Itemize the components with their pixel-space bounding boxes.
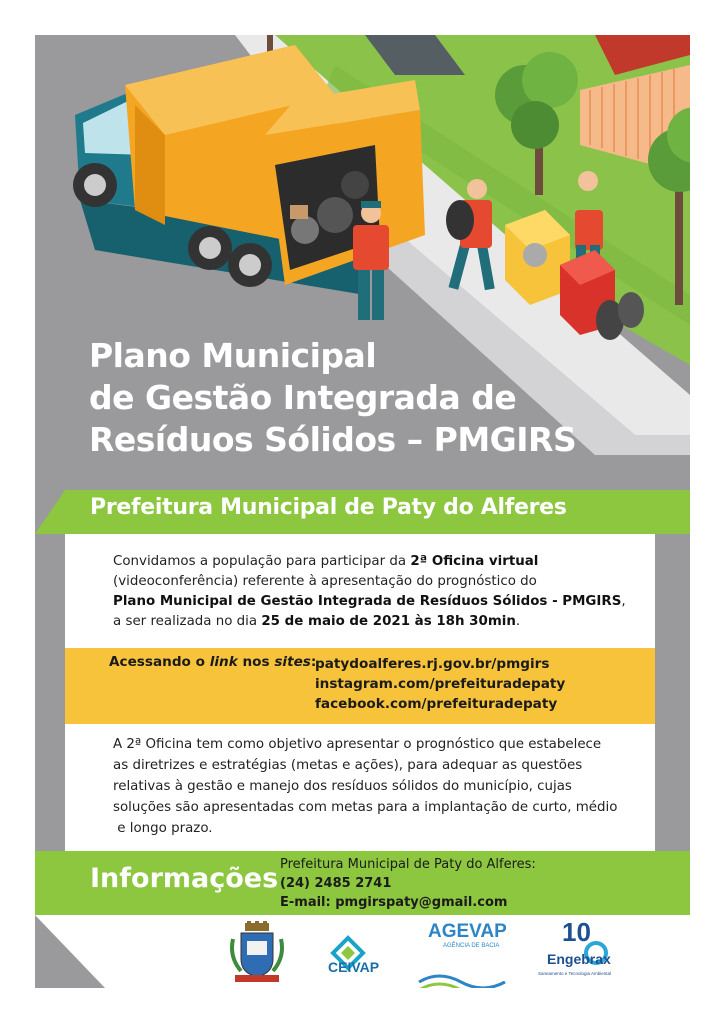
invitation-card [65,534,655,889]
links-label: Acessando o link nos sites: [109,654,317,670]
poster-title [89,335,669,461]
engebrax-anos-badge: 10 [562,917,591,947]
objective-text: A 2ª Oficina tem como objetivo apresentar o prognóstico que estabelece as diretrizes e estratégias (metas e ações), para adequar as questões relativas à gestão e manejo dos resíduos sólidos do município, cujas soluções são apresentadas com metas para a implantação de curto, médio e longo prazo. [113,737,618,836]
ceivap-logo-mark [323,921,373,985]
info-phone[interactable]: (24) 2485 2741 [280,876,392,891]
engebrax-logo-text: Engebrax [547,951,611,967]
plan-name: Plano Municipal de Gestão Integrada de Resíduos Sólidos - PMGIRS [113,594,622,609]
invitation-text: Convidamos a população para participar da 2ª Oficina virtual (videoconferência) referente à apresentação do prognóstico do Plano Municipal de Gestão Integrada de Resíduos Sólidos - PMGIRS, a ser realizada no dia 25 de maio de 2021 às 18h 30min. [113,554,626,629]
links-list [315,654,565,714]
info-email[interactable]: E-mail: pmgirspaty@gmail.com [280,895,508,910]
title-line-2: de Gestão Integrada de [89,378,517,417]
org-band-label: Prefeitura Municipal de Paty do Alferes [90,495,567,520]
engebrax-logo-sub: Saneamento e Tecnologia Ambiental [538,971,611,976]
info-band [35,851,690,915]
title-line-1: Plano Municipal [89,336,377,375]
event-date: 25 de maio de 2021 às 18h 30min [261,614,516,629]
event-name: 2ª Oficina virtual [410,554,539,569]
logos-strip [35,915,690,988]
poster [35,35,690,988]
agevap-logo-text: AGEVAP [428,921,507,942]
links-band [65,648,655,724]
coat-of-arms-logo [227,921,287,985]
ceivap-logo-text: CEIVAP [328,959,380,975]
org-band [35,490,690,534]
info-title: Informações [90,863,279,894]
agevap-logo-sub: AGÊNCIA DE BACIA [443,943,500,949]
link-facebook[interactable]: facebook.com/prefeituradepaty [315,696,558,712]
info-org: Prefeitura Municipal de Paty do Alferes: [280,857,536,872]
agevap-wave-icon [417,951,507,988]
title-line-3: Resíduos Sólidos – PMGIRS [89,420,577,459]
link-website[interactable]: patydoalferes.rj.gov.br/pmgirs [315,656,550,672]
link-instagram[interactable]: instagram.com/prefeituradepaty [315,676,566,692]
info-contacts [280,855,536,912]
